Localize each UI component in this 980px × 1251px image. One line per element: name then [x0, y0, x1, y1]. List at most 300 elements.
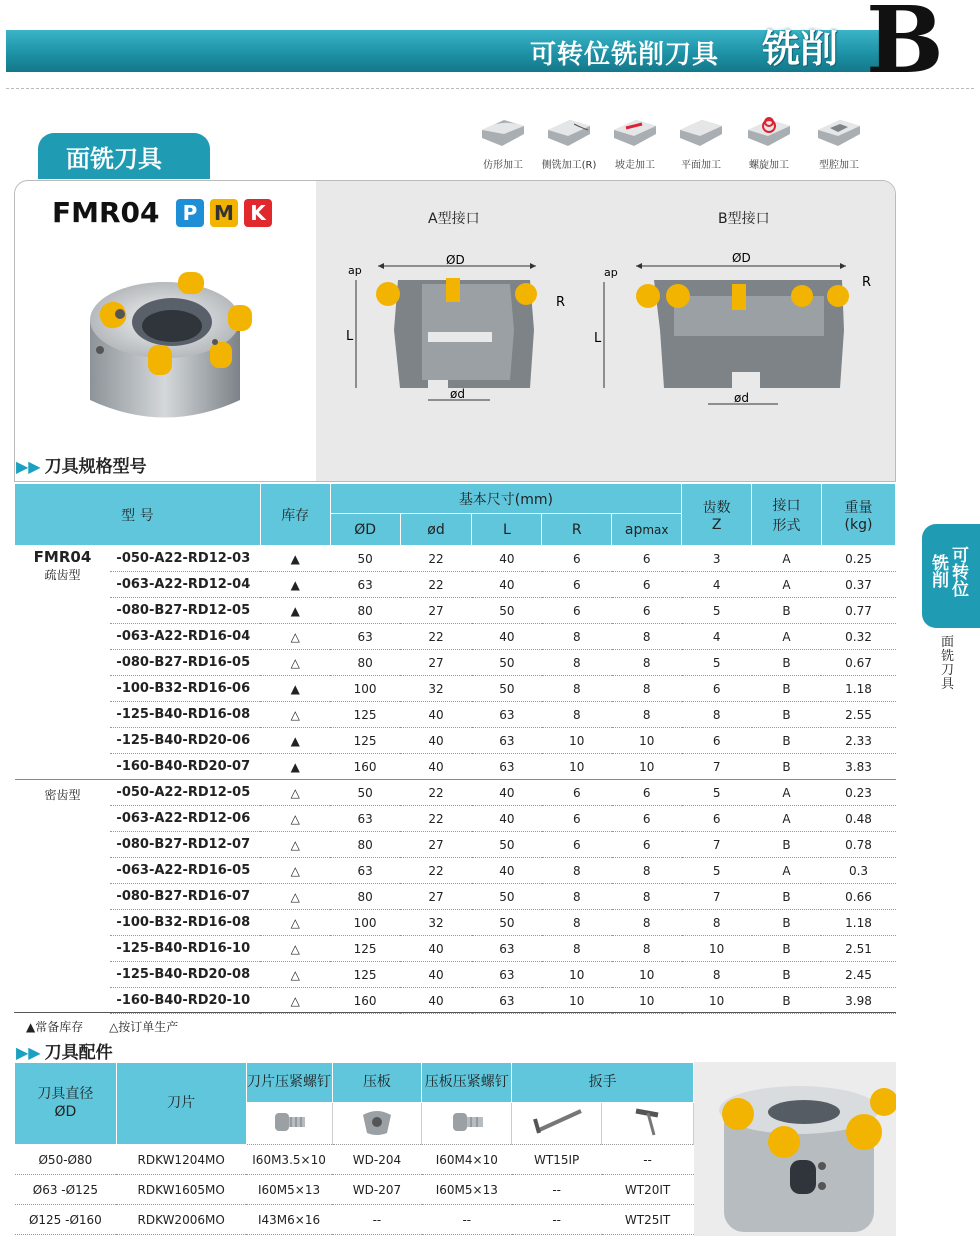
table-cell: 10 [682, 936, 752, 962]
table-cell: 8 [612, 676, 682, 702]
part-code: -100-B32-RD16-08 [110, 910, 260, 936]
table-cell: 0.23 [821, 780, 895, 806]
table-cell: A [752, 780, 822, 806]
table-cell: 80 [330, 832, 400, 858]
table-bottom-rule [14, 1012, 896, 1013]
table-cell: 40 [472, 572, 542, 598]
table-row [15, 988, 896, 1014]
interface-b-diagram [590, 250, 890, 410]
table-cell: -- [512, 1205, 602, 1235]
col-dims: 基本尺寸(mm) [330, 484, 682, 514]
table-cell: 80 [330, 650, 400, 676]
legend-stock: ▲常备库存 [26, 1020, 84, 1034]
table-cell: 40 [400, 754, 472, 780]
table-cell: 1.18 [821, 910, 895, 936]
stock-mark: △ [260, 806, 330, 832]
part-code: -063-A22-RD16-04 [110, 624, 260, 650]
table-cell: 125 [330, 728, 400, 754]
col-insert: 刀片 [116, 1063, 246, 1145]
table-cell: 100 [330, 910, 400, 936]
part-code: -050-A22-RD12-05 [110, 780, 260, 806]
table-cell: A [752, 624, 822, 650]
table-cell: 2.33 [821, 728, 895, 754]
table-row [15, 910, 896, 936]
table-cell: B [752, 728, 822, 754]
table-cell: 0.37 [821, 572, 895, 598]
table-row [15, 598, 896, 624]
table-cell: Ø63 -Ø125 [15, 1175, 117, 1205]
table-cell: 50 [472, 598, 542, 624]
table-cell: 8 [542, 702, 612, 728]
table-cell: -- [602, 1145, 694, 1175]
table-row [15, 546, 896, 572]
table-cell: 40 [472, 780, 542, 806]
stock-mark: ▲ [260, 754, 330, 780]
part-code: -125-B40-RD16-08 [110, 702, 260, 728]
table-cell: A [752, 858, 822, 884]
dim-D-a: ØD [446, 253, 465, 267]
table-cell: 4 [682, 624, 752, 650]
machining-label: 螺旋加工 [749, 160, 789, 171]
table-cell: 7 [682, 884, 752, 910]
part-code: -160-B40-RD20-10 [110, 988, 260, 1014]
table-row [15, 806, 896, 832]
torx-key-icon [512, 1103, 602, 1145]
table-cell: 63 [472, 728, 542, 754]
table-cell: 50 [330, 780, 400, 806]
table-cell: 5 [682, 650, 752, 676]
machining-label: 仿形加工 [483, 160, 523, 171]
stock-mark: △ [260, 936, 330, 962]
table-cell: A [752, 572, 822, 598]
table-cell: 3 [682, 546, 752, 572]
col-ap: apmax [612, 514, 682, 546]
table-cell: I60M5×13 [246, 1175, 332, 1205]
spec-heading: ▶▶ 刀具规格型号 [16, 457, 147, 477]
grade-p-badge: P [176, 199, 204, 227]
table-cell: -- [422, 1205, 512, 1235]
table-cell: 8 [682, 702, 752, 728]
dim-d-b: ød [734, 391, 749, 405]
table-cell: 8 [612, 910, 682, 936]
table-cell: 7 [682, 832, 752, 858]
table-cell: 40 [472, 806, 542, 832]
stock-mark: ▲ [260, 598, 330, 624]
table-cell: 160 [330, 754, 400, 780]
table-cell: RDKW1204MO [116, 1145, 246, 1175]
table-cell: 63 [472, 936, 542, 962]
stock-mark: △ [260, 962, 330, 988]
table-cell: 27 [400, 884, 472, 910]
machining-profiling [470, 116, 536, 171]
table-cell: 40 [400, 936, 472, 962]
table-cell: 1.18 [821, 676, 895, 702]
t-handle-wrench-icon [602, 1103, 694, 1145]
table-cell: 63 [330, 806, 400, 832]
table-cell: WT20IT [602, 1175, 694, 1205]
table-cell: B [752, 598, 822, 624]
table-cell: RDKW2006MO [116, 1205, 246, 1235]
part-code: -080-B27-RD12-05 [110, 598, 260, 624]
table-cell: 10 [612, 728, 682, 754]
table-cell: 3.83 [821, 754, 895, 780]
table-cell: 6 [542, 806, 612, 832]
table-cell: 0.32 [821, 624, 895, 650]
table-cell: 10 [612, 962, 682, 988]
table-cell: 22 [400, 858, 472, 884]
stock-mark: △ [260, 832, 330, 858]
table-cell: 6 [542, 572, 612, 598]
part-code: -125-B40-RD20-08 [110, 962, 260, 988]
table-cell: 40 [400, 962, 472, 988]
machining-label: 型腔加工 [819, 160, 859, 171]
table-cell: WT25IT [602, 1205, 694, 1235]
table-cell: 27 [400, 832, 472, 858]
table-cell: 8 [542, 910, 612, 936]
double-chevron-icon: ▶▶ [16, 1043, 41, 1062]
col-d: ød [400, 514, 472, 546]
table-cell: 22 [400, 546, 472, 572]
table-cell: RDKW1605MO [116, 1175, 246, 1205]
table-cell: 8 [542, 858, 612, 884]
table-cell: 6 [612, 598, 682, 624]
part-code: -125-B40-RD20-06 [110, 728, 260, 754]
stock-mark: ▲ [260, 572, 330, 598]
clamp-icon [332, 1103, 422, 1145]
section-tab[interactable]: 面铣刀具 [38, 133, 210, 179]
table-cell: 0.66 [821, 884, 895, 910]
table-cell: 63 [330, 858, 400, 884]
table-cell: 8 [682, 962, 752, 988]
dim-ap-a: ap [348, 264, 362, 277]
table-cell: 8 [542, 676, 612, 702]
col-clamp: 压板 [332, 1063, 422, 1103]
table-cell: 8 [612, 858, 682, 884]
table-cell: 5 [682, 858, 752, 884]
table-cell: 10 [542, 754, 612, 780]
table-cell: 10 [542, 728, 612, 754]
table-cell: 6 [542, 780, 612, 806]
part-code: -080-B27-RD12-07 [110, 832, 260, 858]
product-model: FMR04 [52, 196, 160, 229]
table-row [15, 650, 896, 676]
accessory-row [15, 1175, 694, 1205]
accessories-table [14, 1062, 694, 1235]
table-cell: 80 [330, 884, 400, 910]
col-R: R [542, 514, 612, 546]
table-cell: 40 [472, 624, 542, 650]
machining-label: 坡走加工 [615, 160, 655, 171]
stock-mark: △ [260, 624, 330, 650]
stock-mark: △ [260, 988, 330, 1014]
table-cell: 40 [400, 988, 472, 1014]
table-cell: Ø125 -Ø160 [15, 1205, 117, 1235]
table-cell: 0.78 [821, 832, 895, 858]
dim-R-b: R [862, 275, 872, 290]
accessories-heading: ▶▶ 刀具配件 [16, 1043, 113, 1063]
stock-mark: ▲ [260, 728, 330, 754]
table-cell: B [752, 936, 822, 962]
table-row [15, 572, 896, 598]
table-cell: 32 [400, 676, 472, 702]
header-category: 铣削 [762, 27, 839, 71]
interface-a-diagram [330, 250, 590, 410]
table-cell: 50 [472, 884, 542, 910]
dim-D-b: ØD [732, 251, 751, 265]
part-code: -125-B40-RD16-10 [110, 936, 260, 962]
table-cell: 6 [612, 780, 682, 806]
table-cell: 6 [542, 598, 612, 624]
stock-legend [26, 1018, 178, 1035]
stock-mark: △ [260, 884, 330, 910]
grade-m-badge: M [210, 199, 238, 227]
header-banner [6, 30, 886, 72]
table-cell: 0.3 [821, 858, 895, 884]
table-cell: 7 [682, 754, 752, 780]
interface-b-title: B型接口 [718, 211, 770, 227]
table-cell: 160 [330, 988, 400, 1014]
table-cell: 5 [682, 780, 752, 806]
face-milling-icon [676, 116, 726, 150]
part-code: -100-B32-RD16-06 [110, 676, 260, 702]
part-code: -080-B27-RD16-05 [110, 650, 260, 676]
clamp-screw-icon [422, 1103, 512, 1145]
table-cell: Ø50-Ø80 [15, 1145, 117, 1175]
table-cell: 10 [682, 988, 752, 1014]
grade-k-badge: K [244, 199, 272, 227]
accessory-row [15, 1145, 694, 1175]
table-cell: 8 [612, 936, 682, 962]
table-cell: 63 [330, 624, 400, 650]
table-cell: 22 [400, 780, 472, 806]
table-cell: 4 [682, 572, 752, 598]
col-weight: 重量 (kg) [821, 484, 895, 546]
table-cell: 6 [612, 546, 682, 572]
col-insert-screw: 刀片压紧螺钉 [246, 1063, 332, 1103]
table-cell: B [752, 702, 822, 728]
spec-table [14, 483, 896, 1014]
table-cell: 22 [400, 624, 472, 650]
table-cell: 6 [612, 832, 682, 858]
col-type: 型 号 [15, 484, 261, 546]
machining-face-milling [668, 116, 734, 171]
table-cell: 63 [472, 962, 542, 988]
table-cell: 8 [612, 702, 682, 728]
table-cell: 8 [612, 624, 682, 650]
table-cell: B [752, 962, 822, 988]
side-chapter-tab[interactable] [922, 524, 980, 628]
table-cell: 6 [682, 728, 752, 754]
table-cell: B [752, 676, 822, 702]
table-cell: 50 [472, 650, 542, 676]
stock-mark: ▲ [260, 546, 330, 572]
side-tab-secondary: 铣削 [932, 554, 949, 591]
table-cell: -- [332, 1205, 422, 1235]
table-cell: 0.77 [821, 598, 895, 624]
machining-label: 平面加工 [681, 160, 721, 171]
stock-mark: ▲ [260, 676, 330, 702]
group-label: 密齿型 [15, 780, 111, 1014]
table-cell: 22 [400, 806, 472, 832]
table-cell: 125 [330, 936, 400, 962]
part-code: -063-A22-RD12-06 [110, 806, 260, 832]
table-cell: 6 [682, 806, 752, 832]
part-code: -080-B27-RD16-07 [110, 884, 260, 910]
helical-icon [744, 116, 794, 150]
table-row [15, 780, 896, 806]
table-cell: B [752, 884, 822, 910]
screw-icon [246, 1103, 332, 1145]
table-cell: 40 [472, 858, 542, 884]
table-cell: 6 [542, 546, 612, 572]
table-cell: 63 [472, 702, 542, 728]
table-cell: 3.98 [821, 988, 895, 1014]
col-stock: 库存 [260, 484, 330, 546]
group-label: FMR04 疏齿型 [33, 548, 92, 582]
side-milling-icon [544, 116, 594, 150]
table-row [15, 676, 896, 702]
profiling-icon [478, 116, 528, 150]
table-cell: 63 [472, 988, 542, 1014]
machining-pocketing [806, 116, 872, 171]
col-teeth: 齿数 Z [682, 484, 752, 546]
table-cell: 8 [542, 936, 612, 962]
col-diameter: 刀具直径 ØD [15, 1063, 117, 1145]
table-cell: A [752, 806, 822, 832]
header-divider [6, 88, 974, 89]
table-row [15, 624, 896, 650]
interface-a-title: A型接口 [428, 211, 480, 227]
table-cell: 80 [330, 598, 400, 624]
stock-mark: △ [260, 910, 330, 936]
stock-mark: △ [260, 858, 330, 884]
table-cell: 63 [330, 572, 400, 598]
table-cell: 27 [400, 650, 472, 676]
dim-R-a: R [556, 295, 566, 310]
chapter-letter: B [866, 0, 944, 94]
table-cell: 0.25 [821, 546, 895, 572]
table-cell: 2.51 [821, 936, 895, 962]
col-wrench: 扳手 [512, 1063, 694, 1103]
table-cell: 6 [612, 572, 682, 598]
part-code: -160-B40-RD20-07 [110, 754, 260, 780]
table-cell: 8 [612, 884, 682, 910]
col-clamp-screw: 压板压紧螺钉 [422, 1063, 512, 1103]
machining-helical [736, 116, 802, 171]
machining-side-milling [536, 116, 602, 171]
table-cell: 40 [400, 728, 472, 754]
table-cell: 125 [330, 702, 400, 728]
table-cell: 32 [400, 910, 472, 936]
table-row [15, 962, 896, 988]
table-cell: WD-207 [332, 1175, 422, 1205]
table-cell: 100 [330, 676, 400, 702]
table-cell: 8 [542, 624, 612, 650]
part-code: -063-A22-RD16-05 [110, 858, 260, 884]
stock-mark: △ [260, 702, 330, 728]
table-cell: 8 [542, 884, 612, 910]
table-cell: 50 [472, 832, 542, 858]
table-cell: -- [512, 1175, 602, 1205]
accessory-row [15, 1205, 694, 1235]
table-cell: 10 [612, 754, 682, 780]
side-subsection: 面铣刀具 [941, 635, 955, 692]
table-cell: 8 [542, 650, 612, 676]
part-code: -063-A22-RD12-04 [110, 572, 260, 598]
table-cell: 8 [612, 650, 682, 676]
cutter-closeup-image [694, 1062, 896, 1236]
dim-L-b: L [594, 331, 602, 346]
table-cell: B [752, 650, 822, 676]
table-cell: 125 [330, 962, 400, 988]
table-cell: 2.55 [821, 702, 895, 728]
table-row [15, 858, 896, 884]
dim-ap-b: ap [604, 266, 618, 279]
table-cell: 6 [542, 832, 612, 858]
table-cell: B [752, 754, 822, 780]
table-cell: 10 [612, 988, 682, 1014]
stock-mark: △ [260, 780, 330, 806]
table-row [15, 832, 896, 858]
table-cell: WT15IP [512, 1145, 602, 1175]
table-cell: 6 [612, 806, 682, 832]
table-cell: 6 [682, 676, 752, 702]
dim-L-a: L [346, 329, 354, 344]
table-cell: 22 [400, 572, 472, 598]
part-code: -050-A22-RD12-03 [110, 546, 260, 572]
table-cell: 27 [400, 598, 472, 624]
table-cell: 10 [542, 988, 612, 1014]
table-cell: 50 [472, 910, 542, 936]
table-cell: A [752, 546, 822, 572]
header-title: 可转位铣削刀具 [530, 40, 720, 70]
table-cell: I60M3.5×10 [246, 1145, 332, 1175]
col-interface: 接口 形式 [752, 484, 822, 546]
cutter-image [60, 250, 270, 430]
table-cell: 40 [472, 546, 542, 572]
table-cell: 63 [472, 754, 542, 780]
table-cell: 5 [682, 598, 752, 624]
double-chevron-icon: ▶▶ [16, 457, 41, 476]
table-row [15, 936, 896, 962]
ramping-icon [610, 116, 660, 150]
table-cell: 0.48 [821, 806, 895, 832]
table-cell: WD-204 [332, 1145, 422, 1175]
table-cell: I60M4×10 [422, 1145, 512, 1175]
table-cell: B [752, 832, 822, 858]
table-row [15, 754, 896, 780]
table-cell: I60M5×13 [422, 1175, 512, 1205]
table-cell: I43M6×16 [246, 1205, 332, 1235]
stock-mark: △ [260, 650, 330, 676]
table-cell: 2.45 [821, 962, 895, 988]
col-L: L [472, 514, 542, 546]
side-tab-primary: 可转位 [952, 546, 969, 600]
table-cell: B [752, 910, 822, 936]
table-row [15, 884, 896, 910]
table-cell: 40 [400, 702, 472, 728]
table-cell: 10 [542, 962, 612, 988]
table-row [15, 702, 896, 728]
table-row [15, 728, 896, 754]
legend-order: △按订单生产 [109, 1020, 179, 1034]
table-cell: B [752, 988, 822, 1014]
table-cell: 0.67 [821, 650, 895, 676]
table-cell: 50 [472, 676, 542, 702]
col-D: ØD [330, 514, 400, 546]
dim-d-a: ød [450, 387, 465, 401]
table-cell: 8 [682, 910, 752, 936]
